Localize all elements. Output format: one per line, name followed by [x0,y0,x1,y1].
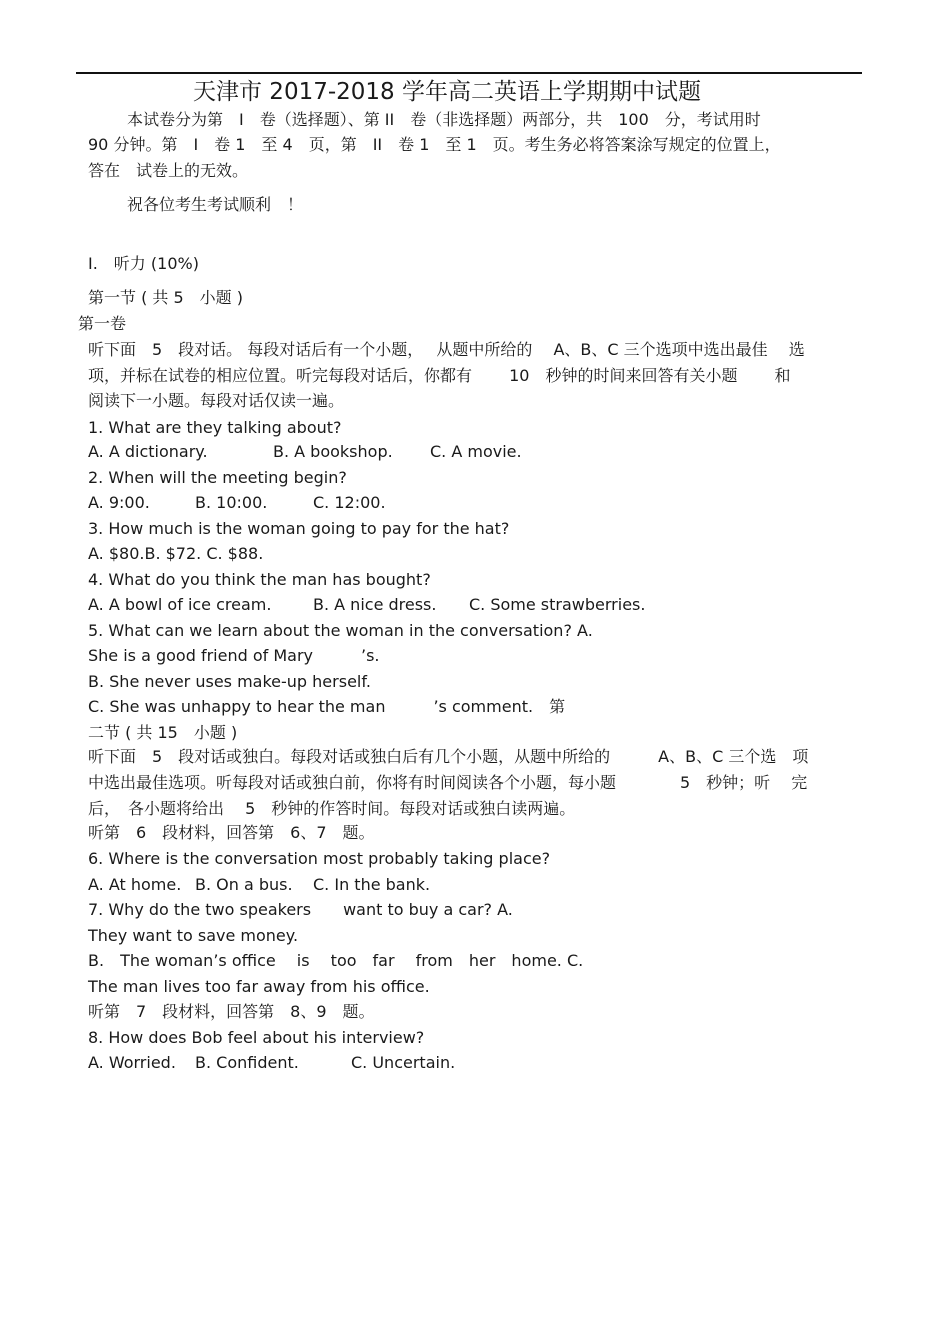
part1-heading: I. 听力 (10%) [88,254,199,273]
q2-option-c: C. 12:00. [313,493,386,512]
intro-line-2: 90 分钟。第 I 卷 1 至 4 页，第 II 卷 1 至 1 页。考生务必将答案涂写规定的位置上， [88,135,781,154]
question-5: 5. What can we learn about the woman in the conversation? A. [88,621,593,640]
section2-heading: 二节 ( 共 15 小题 ) [88,723,238,742]
q7-option-b: B. The woman’s office is too far from her home. C. [88,951,584,970]
good-luck-line: 祝各位考生考试顺利 ！ [127,195,304,214]
q6-option-b: B. On a bus. [195,875,293,894]
section1-instructions-2: 项，并标在试卷的相应位置。听完每段对话后，你都有 10 秒钟的时间来回答有关小题 和 [88,366,791,385]
q2-option-a: A. 9:00. [88,493,150,512]
q1-option-c: C. A movie. [430,442,522,461]
question-4: 4. What do you think the man has bought? [88,570,431,589]
q8-option-c: C. Uncertain. [351,1053,456,1072]
q4-option-a: A. A bowl of ice cream. [88,595,272,614]
q6-option-c: C. In the bank. [313,875,431,894]
section1-instructions-3: 阅读下一小题。每段对话仅读一遍。 [88,391,345,410]
volume1-heading: 第一卷 [78,314,127,333]
q4-option-b: B. A nice dress. [313,595,437,614]
question-6: 6. Where is the conversation most probably taking place? [88,849,551,868]
q7-option-a-cont: They want to save money. [88,926,299,945]
q6-option-a: A. At home. [88,875,182,894]
q5-option-c: C. She was unhappy to hear the man ’s comment. 第 [88,697,566,716]
question-8: 8. How does Bob feel about his interview? [88,1028,425,1047]
section2-instructions-3: 后， 各小题将给出 5 秒钟的作答时间。每段对话或独白读两遍。 [88,799,576,818]
intro-line-1: 本试卷分为第 I 卷（选择题）、第 II 卷（非选择题）两部分，共 100 分，考试用时 [127,110,761,129]
q4-option-c: C. Some strawberries. [469,595,646,614]
q1-option-b: B. A bookshop. [273,442,393,461]
section2-instructions-1: 听下面 5 段对话或独白。每段对话或独白后有几个小题，从题中所给的 A、B、C 三个选 项 [88,747,809,766]
question-2: 2. When will the meeting begin? [88,468,347,487]
section1-instructions-1: 听下面 5 段对话。 每段对话后有一个小题， 从题中所给的 A、B、C 三个选项中选出最佳 选 [88,340,805,359]
q7-option-c-cont: The man lives too far away from his office. [88,977,430,996]
q5-option-b: B. She never uses make-up herself. [88,672,371,691]
q3-options: A. $80.B. $72. C. $88. [88,544,264,563]
question-3: 3. How much is the woman going to pay for the hat? [88,519,510,538]
question-1: 1. What are they talking about? [88,418,342,437]
q8-option-b: B. Confident. [195,1053,299,1072]
page-title: 天津市 2017-2018 学年高二英语上学期期中试题 [193,79,701,105]
q1-option-a: A. A dictionary. [88,442,208,461]
q5-option-a-cont: She is a good friend of Mary ’s. [88,646,380,665]
section1-heading: 第一节 ( 共 5 小题 ) [88,288,244,307]
q8-option-a: A. Worried. [88,1053,176,1072]
section2-instructions-2: 中选出最佳选项。听每段对话或独白前，你将有时间阅读各个小题，每小题 5 秒钟；听 完 [88,773,808,792]
intro-line-3: 答在 试卷上的无效。 [88,161,249,180]
top-rule [76,72,862,74]
listen-material-6: 听第 6 段材料，回答第 6、7 题。 [88,823,375,842]
q2-option-b: B. 10:00. [195,493,268,512]
question-7: 7. Why do the two speakers want to buy a car? A. [88,900,513,919]
listen-material-7: 听第 7 段材料，回答第 8、9 题。 [88,1002,375,1021]
